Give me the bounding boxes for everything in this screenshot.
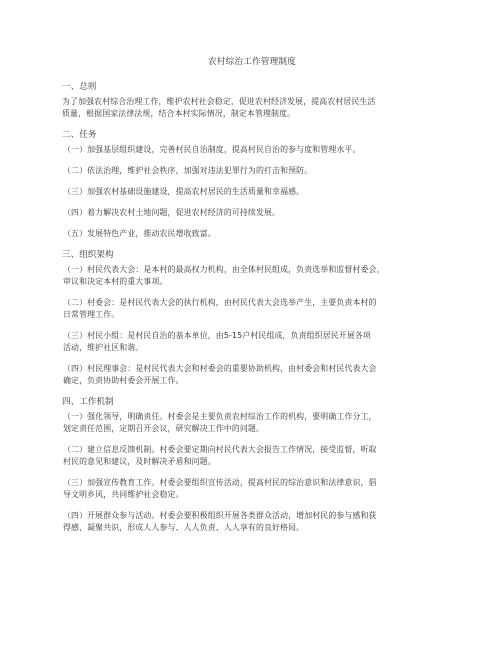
paragraph: （一）加强基层组织建设，完善村民自治制度，提高村民自治的参与度和管理水平。	[63, 145, 361, 154]
section-general	[62, 81, 442, 120]
paragraph: （三）加强农村基础设施建设，提高农村居民的生活质量和幸福感。	[63, 187, 305, 196]
section-organization	[62, 249, 442, 387]
section-heading: 二、任务	[62, 130, 97, 140]
paragraph: （四）村民理事会：是村民代表大会和村委会的重要协助机构，由村委会和村民代表大会 确定，负责协助村委会开展工作。	[63, 364, 377, 385]
paragraph: 为了加强农村综合治理工作，维护农村社会稳定，促进农村经济发展，提高农村居民生活 质量，根据国家法律法规，结合本村实际情况，制定本管理制度。	[62, 97, 376, 118]
paragraph: （三）加强宣传教育工作。村委会要组织宣传活动，提高村民的综治意识和法律意识，倡 导文明乡风，共同维护社会稳定。	[63, 478, 377, 499]
paragraph: （二）建立信息反馈机制。村委会要定期向村民代表大会报告工作情况，接受监督，听取 村民的意见和建议，及时解决矛盾和问题。	[63, 445, 377, 466]
section-heading: 三、组织架构	[62, 250, 114, 260]
paragraph: （一）强化领导，明确责任。村委会是主要负责农村综治工作的机构，要明确工作分工， 划定责任范围，定期召开会议，研究解决工作中的问题。	[63, 412, 377, 433]
paragraph: （三）村民小组：是村民自治的基本单位，由5-15户村民组成，负责组织居民开展各项 活动，维护社区和谐。	[63, 331, 371, 352]
paragraph: （四）着力解决农村土地问题，促进农村经济的可持续发展。	[63, 208, 281, 217]
paragraph: （一）村民代表大会：是本村的最高权力机构，由全体村民组成，负责选举和监督村委会， 审议和决定本村的重大事项。	[63, 265, 385, 286]
paragraph: （五）发展特色产业，推动农民增收致富。	[63, 229, 216, 238]
section-heading: 一、总则	[62, 82, 97, 92]
section-tasks	[62, 129, 442, 240]
paragraph: （四）开展群众参与活动。村委会要积极组织开展各类群众活动，增加村民的参与感和获 得感，凝聚共识，形成人人参与、人人负责、人人享有的良好格局。	[63, 511, 377, 532]
section-heading: 四、工作机制	[62, 397, 114, 407]
paragraph: （二）依法治理，维护社会秩序，加强对违法犯罪行为的打击和预防。	[63, 166, 313, 175]
section-mechanism	[62, 396, 442, 534]
paragraph: （二）村委会：是村民代表大会的执行机构，由村民代表大会选举产生，主要负责本村的 日常管理工作。	[63, 298, 377, 319]
document-title: 农村综治工作管理制度	[208, 57, 296, 67]
